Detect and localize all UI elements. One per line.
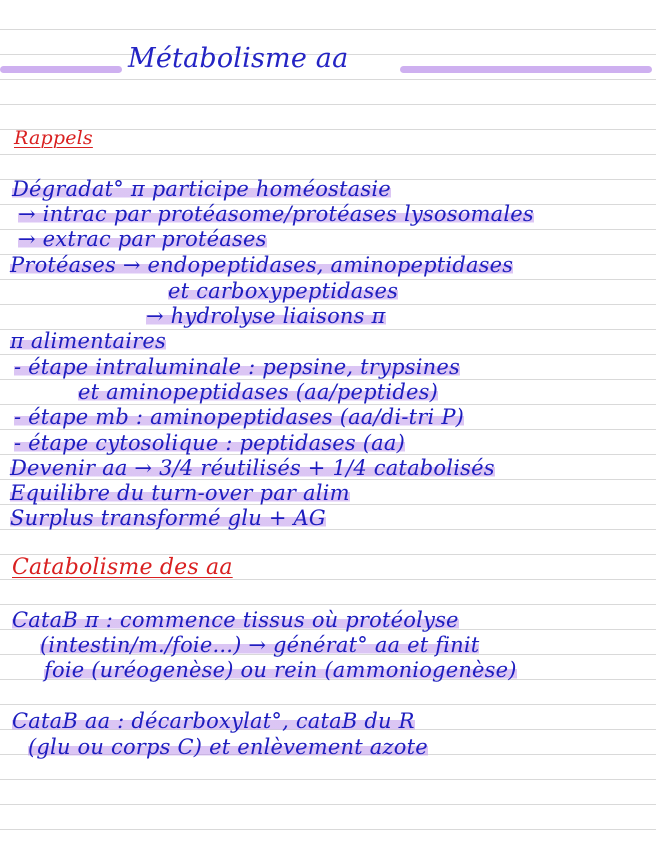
note-line: Dégradat° π participe homéostasie (12, 177, 391, 201)
note-line: Surplus transformé glu + AG (10, 506, 326, 530)
note-line: CataB π : commence tissus où protéolyse (12, 608, 459, 632)
note-line: → intrac par protéasome/protéases lysosomales (18, 202, 534, 226)
note-line: CataB aa : décarboxylat°, cataB du R (12, 709, 415, 733)
note-line: → hydrolyse liaisons π (146, 304, 386, 328)
note-line: → extrac par protéases (18, 227, 267, 251)
section-heading-catabolisme: Catabolisme des aa (12, 555, 233, 580)
note-line: Protéases → endopeptidases, aminopeptidases (10, 253, 514, 277)
note-line: foie (uréogenèse) ou rein (ammoniogenèse) (44, 658, 517, 682)
note-line: - étape intraluminale : pepsine, trypsines (14, 355, 460, 379)
note-line: (glu ou corps C) et enlèvement azote (28, 735, 428, 759)
note-line: et carboxypeptidases (168, 279, 399, 303)
note-line: et aminopeptidases (aa/peptides) (78, 380, 438, 404)
title-band-left (0, 66, 122, 73)
page-title: Métabolisme aa (128, 43, 349, 74)
title-band-right (400, 66, 652, 73)
note-line: Equilibre du turn-over par alim (10, 481, 350, 505)
note-line: π alimentaires (10, 329, 167, 353)
section-heading-rappels: Rappels (14, 127, 93, 149)
note-line: - étape cytosolique : peptidases (aa) (14, 431, 405, 455)
note-line: (intestin/m./foie...) → générat° aa et finit (40, 633, 480, 657)
note-line: Devenir aa → 3/4 réutilisés + 1/4 catabolisés (10, 456, 495, 480)
note-line: - étape mb : aminopeptidases (aa/di-tri P) (14, 405, 465, 429)
